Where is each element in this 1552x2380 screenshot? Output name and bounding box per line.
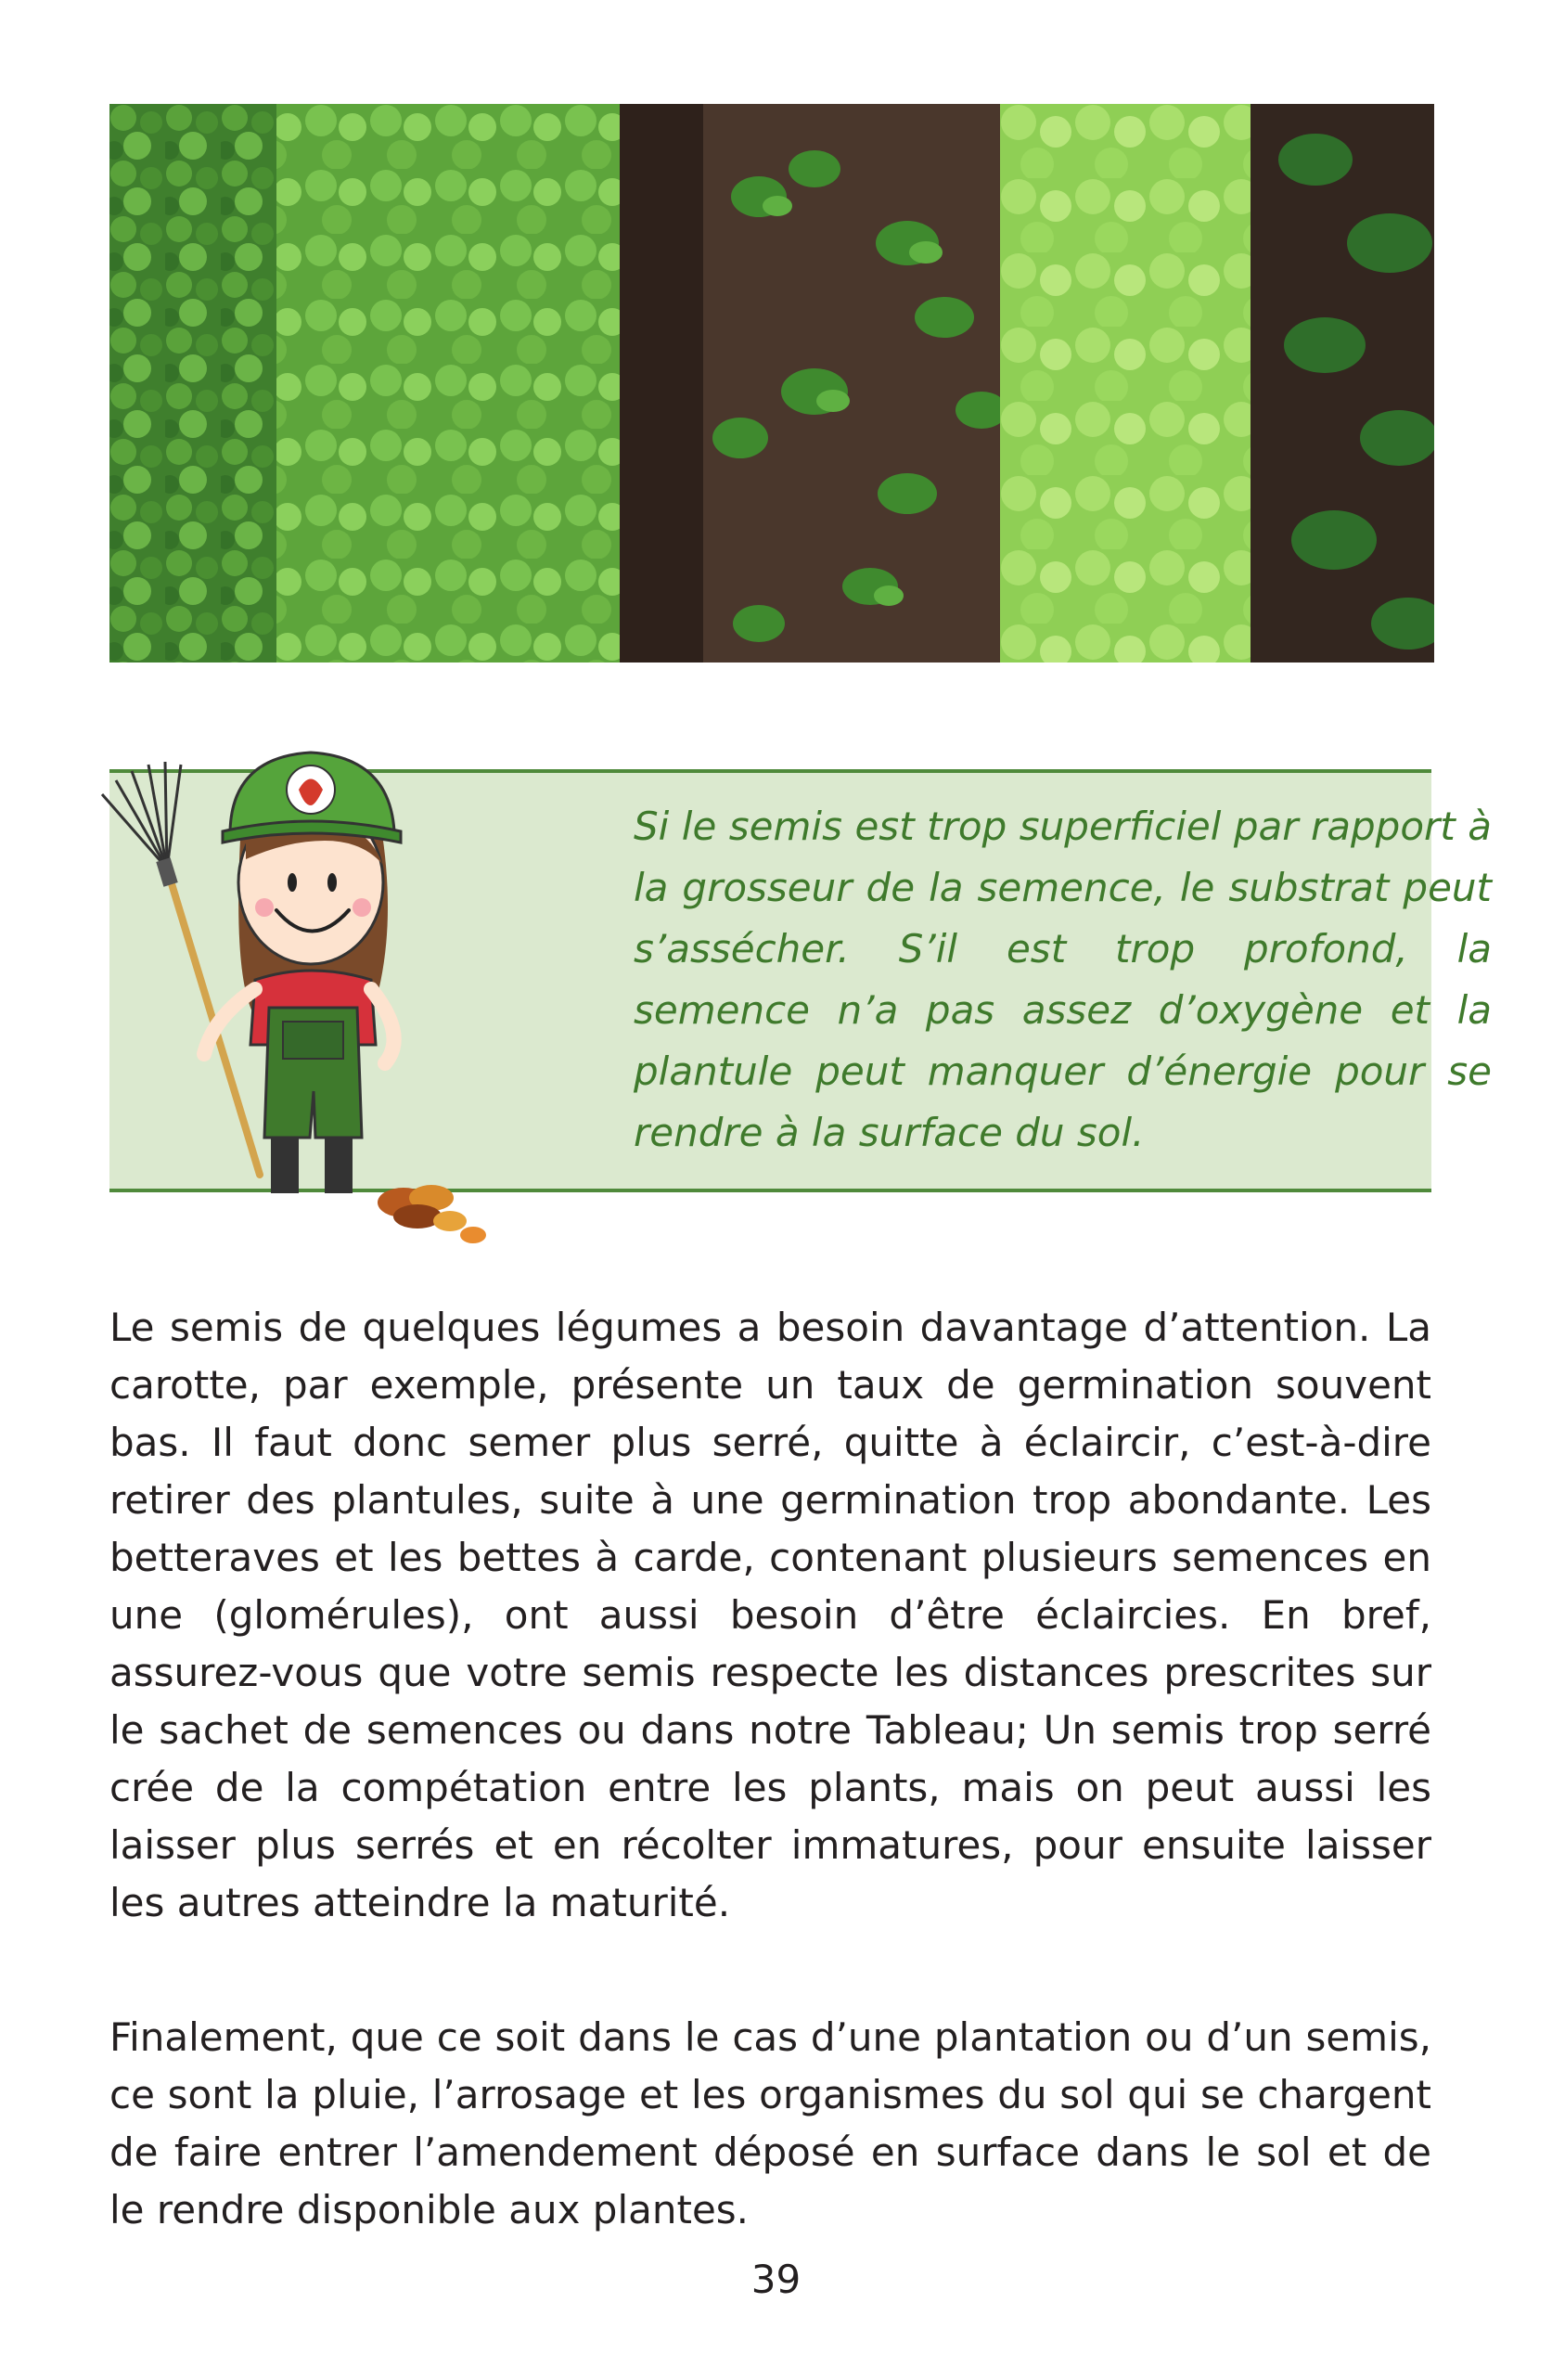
garden-photo	[109, 104, 1434, 663]
tip-text: Si le semis est trop superficiel par rapport à la grosseur de la semence, le substrat peut s’assécher. S’il est trop profond, la semence n’a pas assez d’oxygène et la plantule peut manquer d’énergie pour se rendre à la surface du sol.	[634, 804, 1492, 1155]
page-number: 39	[750, 2257, 802, 2302]
body-paragraph-2: Finalement, que ce soit dans le cas d’une plantation ou d’un semis, ce sont la pluie, l’arrosage et les organismes du sol qui se chargent de faire entrer l’amendement déposé en surface dans le sol et de le rendre disponible aux plantes.	[109, 2014, 1431, 2232]
body-paragraph-1: Le semis de quelques légumes a besoin davantage d’attention. La carotte, par exemple, présente un taux de germination souvent bas. Il faut donc semer plus serré, quitte à éclaircir, c’est-à-dire retirer des plantules, suite à une germination trop abondante. Les betteraves et les bettes à carde, contenant plusieurs semences en une (glomérules), ont aussi besoin d’être éclaircies. En bref, assurez-vous que votre semis respecte les distances prescrites sur le sachet de semences ou dans notre Tableau; Un semis trop serré crée de la compétation entre les plants, mais on peut aussi les laisser plus serrés et en récolter immatures, pour ensuite laisser les autres atteindre la maturité.	[109, 1305, 1431, 1925]
gardener-girl-with-rake-icon	[93, 701, 501, 1258]
